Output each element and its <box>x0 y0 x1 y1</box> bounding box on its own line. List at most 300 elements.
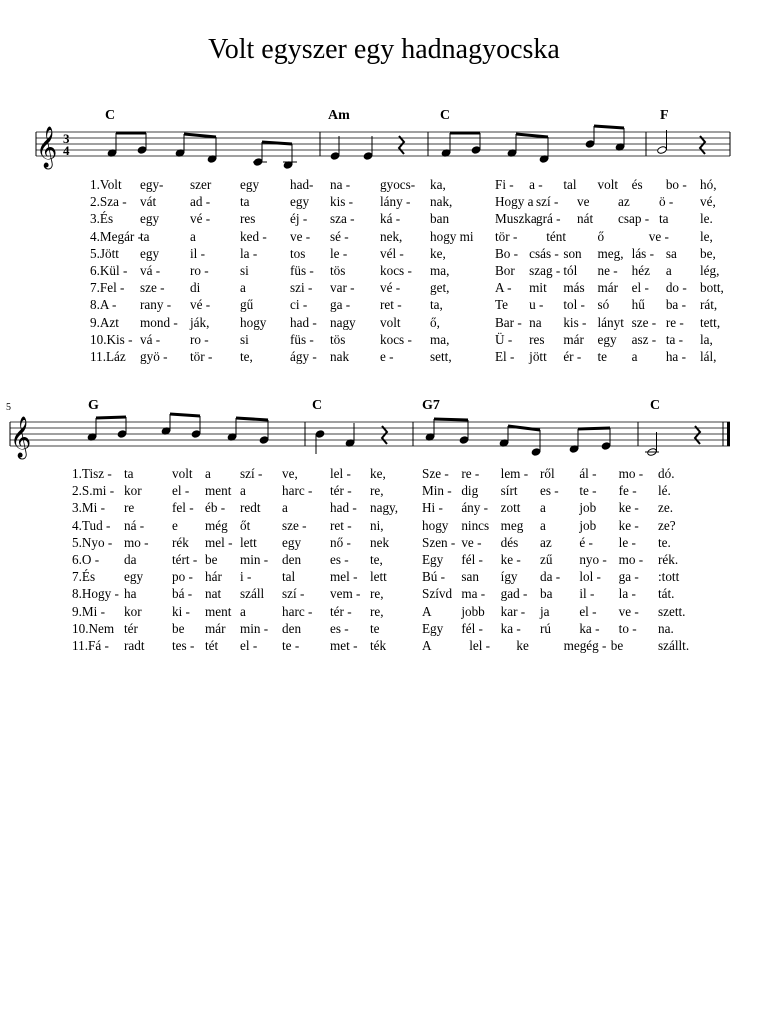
lyric-syllable: meg <box>500 517 524 533</box>
lyric-syllable: éb - <box>205 500 226 516</box>
lyric-syllable: ték <box>370 638 387 653</box>
lyric-syllable: az <box>618 194 630 210</box>
lyric-syllable: Bo - <box>495 245 519 261</box>
lyric-syllable: e - <box>380 349 394 364</box>
lyric-syllable: na <box>529 314 542 330</box>
lyric-syllable: mel - <box>205 534 233 550</box>
lyric-syllable: get, <box>430 280 450 296</box>
lyric-syllable: Szen - <box>422 534 456 550</box>
lyric-syllable: el - <box>240 638 258 653</box>
lyric-syllable: szí - <box>282 586 305 602</box>
lyric-syllable: 9.Mi - <box>72 603 105 619</box>
lyric-syllable: u - <box>529 297 544 313</box>
lyric-syllable: hó, <box>700 177 717 192</box>
lyric-syllable: bott, <box>700 280 724 296</box>
lyric-syllable: lel - <box>330 466 351 481</box>
lyric-syllable: rék <box>172 534 189 550</box>
lyric-syllable: dó. <box>658 466 675 481</box>
lyric-syllable: had - <box>330 500 357 516</box>
lyric-syllable: 10.Kis - <box>90 331 133 347</box>
lyric-syllable: kocs - <box>380 263 412 278</box>
lyric-syllable: füs - <box>290 263 314 278</box>
lyric-syllable: ke - <box>618 517 639 533</box>
lyric-syllable: más <box>563 280 585 296</box>
lyric-syllable: to - <box>618 620 637 636</box>
lyric-syllable: Ü - <box>495 331 513 347</box>
lyric-syllable: met - <box>330 638 358 653</box>
lyric-syllable: Bar - <box>495 314 522 330</box>
lyric-syllable: bo - <box>665 177 687 192</box>
lyric-syllable: mel - <box>330 569 358 585</box>
lyric-syllable: ke - <box>618 500 639 516</box>
lyric-syllable: szett. <box>658 603 686 619</box>
lyric-syllable: ret - <box>330 517 352 533</box>
lyric-syllable: vá - <box>140 331 161 347</box>
lyric-syllable: száll <box>240 586 265 602</box>
lyric-syllable: gű <box>240 297 254 313</box>
lyric-syllable: be <box>172 620 185 636</box>
lyric-syllable: hogy mi <box>430 228 474 244</box>
lyric-syllable: lég, <box>700 263 720 278</box>
lyric-syllable: min - <box>240 620 269 636</box>
lyric-syllable: a <box>540 500 546 516</box>
lyric-syllable: da - <box>540 569 561 585</box>
lyric-syllable: lás - <box>631 245 654 261</box>
lyric-syllable: 4.Megár - <box>90 228 142 244</box>
lyric-syllable: volt <box>172 466 193 481</box>
lyric-syllable: 5.Nyo - <box>72 534 113 550</box>
lyric-syllable: lányt <box>597 314 624 330</box>
lyric-syllable: 3.És <box>90 211 114 227</box>
lyric-syllable: 6.Kül - <box>90 263 128 278</box>
lyric-syllable: nát <box>577 211 594 227</box>
lyric-syllable: te, <box>370 552 383 567</box>
lyric-syllable: ka - <box>500 620 521 636</box>
lyric-syllable: és <box>631 177 643 192</box>
lyric-syllable: ment <box>205 483 232 499</box>
lyric-syllable: dig <box>461 483 479 499</box>
lyric-syllable: egy <box>124 569 144 585</box>
lyric-syllable: be <box>205 552 218 567</box>
lyric-syllable: sett, <box>430 349 452 364</box>
lyric-syllable: do - <box>665 280 687 296</box>
song-title: Volt egyszer egy hadnagyocska <box>208 34 560 65</box>
lyric-syllable: lett <box>370 569 387 585</box>
chord-symbol: G <box>88 398 99 413</box>
lyric-syllable: megég - <box>563 638 607 653</box>
lyric-syllable: ad - <box>190 194 211 210</box>
lyric-syllable: lol - <box>579 569 601 585</box>
lyric-syllable: héz <box>631 263 650 278</box>
lyric-syllable: a - <box>529 177 543 192</box>
lyric-syllable: Min - <box>422 483 452 499</box>
lyric-syllable: ja <box>540 603 550 619</box>
lyric-syllable: ci - <box>290 297 308 313</box>
chord-symbol: Am <box>328 108 350 123</box>
lyric-syllable: kocs - <box>380 331 412 347</box>
lyric-syllable: ve - <box>618 603 639 619</box>
lyric-syllable: var - <box>330 280 355 296</box>
lyric-syllable: grá - <box>536 211 561 227</box>
lyric-syllable: egy <box>140 245 160 261</box>
lyric-syllable: 6.O - <box>72 552 100 567</box>
lyric-syllable: tér - <box>330 483 352 499</box>
lyric-syllable: fel - <box>172 500 194 516</box>
lyric-syllable: Hi - <box>422 500 443 516</box>
lyric-syllable: tös <box>330 263 346 278</box>
lyric-syllable: ve - <box>461 534 482 550</box>
lyric-syllable: 8.A - <box>90 297 117 313</box>
lyric-syllable: lány - <box>380 194 411 210</box>
lyric-syllable: só <box>597 297 610 313</box>
lyric-syllable: nő - <box>330 534 351 550</box>
lyric-syllable: :tott <box>658 569 680 585</box>
lyric-syllable: rát, <box>700 297 718 313</box>
lyric-syllable: gad - <box>500 586 528 602</box>
lyric-syllable: la - <box>618 586 636 602</box>
lyric-syllable: ni, <box>370 517 384 533</box>
lyric-syllable: ha <box>124 586 137 602</box>
lyric-syllable: kor <box>124 603 142 619</box>
staff-1 <box>0 120 768 180</box>
time-signature-top: 3 <box>63 131 70 146</box>
lyric-syllable: ka - <box>579 620 600 636</box>
lyric-syllable: mit <box>529 280 547 296</box>
measure-number: 5 <box>6 402 11 413</box>
lyric-syllable: tát. <box>658 586 675 602</box>
lyric-syllable: i - <box>240 569 252 585</box>
lyric-syllable: A - <box>495 280 512 296</box>
lyric-syllable: 1.Volt <box>90 177 122 192</box>
lyric-syllable: a <box>631 349 638 364</box>
lyric-syllable: be, <box>700 245 716 261</box>
lyric-syllable: volt <box>380 314 401 330</box>
lyric-syllable: sze - <box>282 517 307 533</box>
lyric-syllable: 9.Azt <box>90 314 119 330</box>
lyric-syllable: A <box>422 603 432 619</box>
lyric-syllable: den <box>282 620 302 636</box>
lyric-syllable: ka, <box>430 177 446 192</box>
lyric-syllable: es - <box>540 483 559 499</box>
lyric-syllable: lál, <box>700 349 717 364</box>
lyric-syllable: re - <box>665 314 684 330</box>
lyric-syllable: ják, <box>190 314 210 330</box>
lyric-syllable: na - <box>330 177 351 192</box>
lyric-syllable: ked - <box>240 228 267 244</box>
lyric-syllable: csap - <box>618 211 650 227</box>
lyric-syllable: tal <box>282 569 296 585</box>
lyric-syllable: szi - <box>290 280 313 296</box>
lyric-syllable: ma - <box>461 586 486 602</box>
lyric-syllable: sze - <box>140 280 165 296</box>
lyric-syllable: min - <box>240 552 269 567</box>
lyric-syllable: vél - <box>380 245 404 261</box>
lyric-syllable: vé, <box>700 194 716 210</box>
lyric-syllable: ve - <box>648 228 669 244</box>
lyric-syllable: 7.És <box>72 569 96 585</box>
lyric-syllable: 1.Tisz - <box>72 466 112 481</box>
lyric-syllable: nagy, <box>370 500 399 516</box>
lyric-syllable: vát <box>140 194 157 210</box>
lyric-syllable: egy <box>240 177 260 192</box>
chord-symbol: C <box>650 398 661 413</box>
lyric-syllable: es - <box>330 552 349 567</box>
lyric-syllable: éj - <box>290 211 308 227</box>
lyric-syllable: szállt. <box>658 638 690 653</box>
lyric-syllable: te <box>370 620 380 636</box>
lyric-syllable: tos <box>290 245 306 261</box>
lyric-syllable: sírt <box>500 483 518 499</box>
lyric-syllable: ál - <box>579 466 597 481</box>
lyric-syllable: dés <box>500 534 519 550</box>
lyric-syllable: si <box>240 263 249 278</box>
lyric-syllable: Muszka <box>495 211 537 227</box>
lyric-syllable: szí - <box>240 466 263 481</box>
lyric-syllable: 5.Jött <box>90 245 119 261</box>
lyric-syllable: ment <box>205 603 232 619</box>
lyric-syllable: ről <box>540 466 555 481</box>
lyric-syllable: el - <box>579 603 597 619</box>
lyric-syllable: vem - <box>330 586 361 602</box>
lyric-syllable: tör - <box>190 349 213 364</box>
lyric-syllable: már <box>205 620 226 636</box>
lyric-syllable: a <box>282 500 288 516</box>
lyric-syllable: kar - <box>500 603 526 619</box>
lyric-syllable: nak, <box>430 194 453 210</box>
lyric-syllable: jobb <box>461 603 485 619</box>
lyric-syllable: ér - <box>563 349 582 364</box>
lyric-syllable: ta - <box>665 331 684 347</box>
lyric-syllable: meg, <box>597 245 624 261</box>
lyric-syllable: hogy <box>240 314 267 330</box>
lyric-syllable: mo - <box>618 466 644 481</box>
lyric-syllable: kis - <box>330 194 354 210</box>
lyric-syllable: így <box>500 569 518 585</box>
lyric-syllable: mo - <box>618 552 644 567</box>
lyric-syllable: Egy <box>422 620 444 636</box>
lyric-syllable: e <box>172 517 178 533</box>
lyric-syllable: sa <box>665 245 677 261</box>
lyric-syllable: te, <box>240 349 253 364</box>
lyric-syllable: fél - <box>461 552 483 567</box>
lyric-syllable: ká - <box>380 211 401 227</box>
staff-2 <box>0 410 768 470</box>
lyric-syllable: ke, <box>430 245 446 261</box>
lyric-syllable: ta <box>659 211 669 227</box>
lyric-syllable: la - <box>240 245 258 261</box>
lyric-syllable: tól <box>563 263 578 278</box>
lyric-syllable: re, <box>370 586 384 602</box>
lyric-syllable: még <box>205 517 228 533</box>
lyric-syllable: ke <box>516 638 529 653</box>
lyric-syllable: rany - <box>140 297 172 313</box>
lyric-syllable: ro - <box>190 263 209 278</box>
lyric-syllable: sé - <box>330 228 349 244</box>
lyric-syllable: szer <box>190 177 212 192</box>
lyric-syllable: le. <box>700 211 713 227</box>
lyric-syllable: bá - <box>172 586 193 602</box>
lyric-syllable: gyocs- <box>380 177 416 192</box>
lyric-syllable: tért - <box>172 552 198 567</box>
lyric-syllable: tét <box>205 638 219 653</box>
lyric-syllable: rú <box>540 620 551 636</box>
lyric-syllable: res <box>529 331 545 347</box>
lyric-syllable: hű <box>631 297 645 313</box>
lyric-syllable: radt <box>124 638 145 653</box>
lyric-syllable: ány - <box>461 500 489 516</box>
lyric-syllable: vá - <box>140 263 161 278</box>
lyric-syllable: il - <box>579 586 595 602</box>
chord-symbol: C <box>105 108 116 123</box>
lyric-syllable: le, <box>700 228 713 244</box>
lyric-syllable: re, <box>370 603 384 619</box>
lyric-syllable: Bú - <box>422 569 446 585</box>
lyric-syllable: re - <box>461 466 480 481</box>
lyric-syllable: szí - <box>536 194 559 210</box>
lyric-syllable: nek <box>370 534 390 550</box>
lyric-syllable: é - <box>579 534 593 550</box>
lyric-syllable: asz - <box>631 331 657 347</box>
lyric-syllable: tör - <box>495 228 518 244</box>
lyric-syllable: sze - <box>631 314 657 330</box>
lyric-syllable: ba - <box>665 297 686 313</box>
lyric-syllable: tol - <box>563 297 585 313</box>
chord-symbol: F <box>660 108 669 123</box>
lyric-syllable: ő <box>597 228 605 244</box>
lyric-syllable: Sze - <box>422 466 449 481</box>
treble-clef-icon: 𝄞 <box>36 127 58 168</box>
lyric-syllable: ma, <box>430 331 450 347</box>
lyric-syllable: hogy <box>422 517 449 533</box>
lyric-syllable: re <box>124 500 135 516</box>
lyric-syllable: az <box>540 534 552 550</box>
lyric-syllable: 7.Fel - <box>90 280 125 296</box>
lyric-syllable: egy <box>140 211 160 227</box>
lyric-syllable: la, <box>700 331 713 347</box>
lyric-syllable: ne - <box>597 263 618 278</box>
lyric-syllable: ta <box>124 466 134 481</box>
lyric-syllable: redt <box>240 500 261 516</box>
lyric-syllable: egy- <box>140 177 164 192</box>
lyric-syllable: Hogy a <box>495 194 534 210</box>
lyric-syllable: lett <box>240 534 257 550</box>
lyric-syllable: ma, <box>430 263 450 278</box>
lyric-syllable: had - <box>290 314 317 330</box>
lyric-syllable: egy <box>290 194 310 210</box>
lyric-syllable: a <box>240 483 246 499</box>
lyric-syllable: job <box>579 517 597 533</box>
lyric-syllable: Egy <box>422 552 444 567</box>
lyric-syllable: had- <box>290 177 314 192</box>
lyric-syllable: nat <box>205 586 222 602</box>
lyric-syllable: őt <box>240 517 251 533</box>
lyric-syllable: fe - <box>618 483 637 499</box>
lyric-syllable: le - <box>330 245 348 261</box>
lyric-syllable: hár <box>205 569 222 585</box>
treble-clef-icon: 𝄞 <box>10 417 32 458</box>
lyric-syllable: ga - <box>330 297 351 313</box>
time-signature-bottom: 4 <box>63 143 70 158</box>
lyric-syllable: tes - <box>172 638 195 653</box>
lyric-syllable: ze? <box>658 517 676 533</box>
lyric-syllable: egy <box>597 331 617 347</box>
lyric-syllable: ta <box>240 194 250 210</box>
lyric-syllable: ze. <box>658 500 674 516</box>
lyric-syllable: vé - <box>190 211 211 227</box>
lyric-syllable: nagy <box>330 314 356 330</box>
lyric-syllable: gyö - <box>140 349 168 364</box>
lyric-syllable: ő, <box>430 314 440 330</box>
lyric-syllable: ná - <box>124 517 145 533</box>
lyric-syllable: job <box>579 500 597 516</box>
lyric-syllable: ke - <box>500 552 521 567</box>
lyric-syllable: te. <box>658 534 671 550</box>
lyric-syllable: füs - <box>290 331 314 347</box>
lyric-syllable: ke, <box>370 466 386 481</box>
lyric-syllable: nincs <box>461 517 490 533</box>
chord-symbol: C <box>440 108 451 123</box>
lyric-syllable: El - <box>495 349 515 364</box>
lyric-syllable: nek, <box>380 228 403 244</box>
lyric-syllable: ban <box>430 211 450 227</box>
lyric-syllable: po - <box>172 569 193 585</box>
lyric-syllable: zott <box>500 500 521 516</box>
lyric-syllable: 2.S.mi - <box>72 483 115 499</box>
lyric-syllable: 8.Hogy - <box>72 586 119 602</box>
lyric-syllable: 3.Mi - <box>72 500 105 516</box>
lyric-syllable: kis - <box>563 314 587 330</box>
lyric-syllable: zű <box>540 552 553 567</box>
lyric-syllable: rék. <box>658 552 679 567</box>
lyric-syllable: A <box>422 638 432 653</box>
lyric-syllable: ágy - <box>290 349 317 364</box>
lyric-syllable: el - <box>172 483 190 499</box>
lyric-syllable: nyo - <box>579 552 607 567</box>
lyric-syllable: vé - <box>380 280 401 296</box>
lyric-syllable: 2.Sza - <box>90 194 127 210</box>
lyric-syllable: mond - <box>140 314 178 330</box>
lyric-syllable: di <box>190 280 201 296</box>
lyric-syllable: tös <box>330 331 346 347</box>
lyric-syllable: mo - <box>124 534 149 550</box>
lyric-syllable: harc - <box>282 603 313 619</box>
lyric-syllable: a <box>665 263 672 278</box>
lyric-syllable: ba <box>540 586 553 602</box>
lyric-syllable: re, <box>370 483 384 499</box>
lyric-syllable: san <box>461 569 479 585</box>
lyric-syllable: lé. <box>658 483 671 499</box>
lyric-syllable: ve <box>577 194 590 210</box>
chord-symbol: G7 <box>422 398 440 413</box>
lyric-syllable: 11.Láz <box>90 349 126 364</box>
lyric-syllable: tal <box>563 177 577 192</box>
lyric-syllable: il - <box>190 245 206 261</box>
lyric-syllable: már <box>597 280 619 296</box>
lyric-syllable: ret - <box>380 297 402 313</box>
lyric-syllable: ta, <box>430 297 443 313</box>
lyric-syllable: harc - <box>282 483 313 499</box>
lyric-syllable: már <box>563 331 584 347</box>
lyric-syllable: 10.Nem <box>72 620 115 636</box>
lyric-syllable: ha - <box>665 349 686 364</box>
lyric-syllable: te - <box>579 483 597 499</box>
lyric-syllable: te - <box>282 638 300 653</box>
lyric-syllable: fél - <box>461 620 483 636</box>
lyric-syllable: ve, <box>282 466 298 481</box>
lyric-syllable: a <box>540 517 546 533</box>
lyric-syllable: jött <box>529 349 547 364</box>
lyric-syllable: vé - <box>190 297 211 313</box>
